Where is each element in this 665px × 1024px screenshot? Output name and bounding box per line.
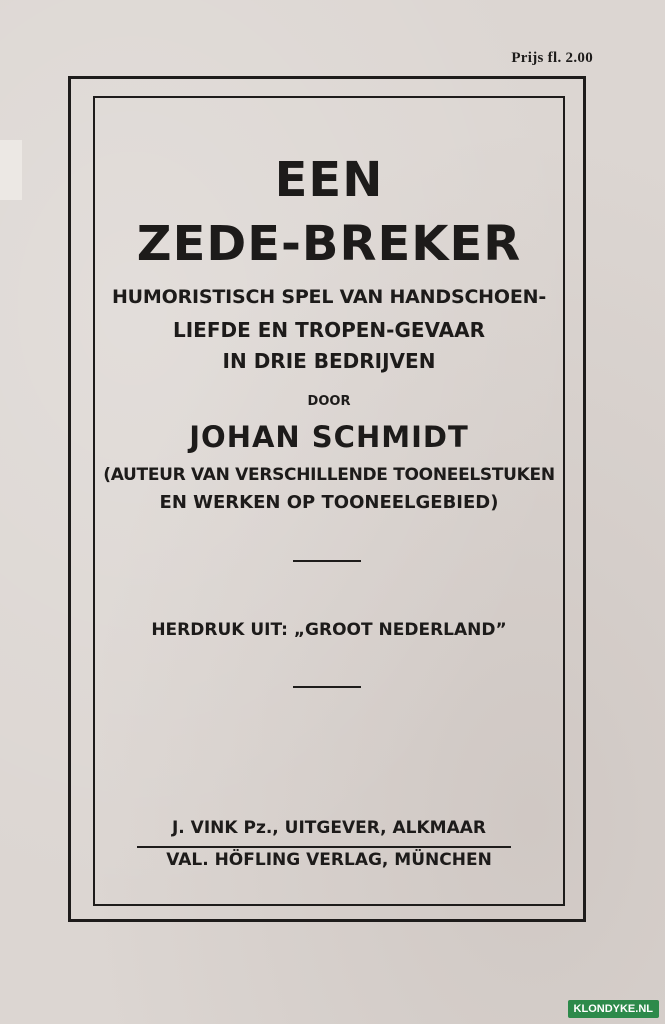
publisher-line-1: J. VINK Pz., UITGEVER, ALKMAAR — [171, 818, 487, 838]
byline: DOOR — [307, 394, 351, 409]
watermark-badge: KLONDYKE.NL — [568, 1000, 659, 1018]
title-line-1: EEN — [274, 152, 384, 208]
subtitle-line-2: LIEFDE EN TROPEN-GEVAAR — [172, 318, 486, 342]
reprint-note: HERDRUK UIT: „GROOT NEDERLAND” — [151, 620, 507, 640]
author-note-line-1: (AUTEUR VAN VERSCHILLENDE TOONEELSTUKEN — [103, 465, 555, 485]
price-label: Prijs fl. 2.00 — [511, 50, 593, 66]
paper-wear-mark — [0, 140, 22, 200]
publisher-line-2: VAL. HÖFLING VERLAG, MÜNCHEN — [166, 850, 492, 870]
author-note-line-2: EN WERKEN OP TOONEELGEBIED) — [159, 492, 499, 513]
title-line-2: ZEDE-BREKER — [136, 216, 522, 272]
author-name: JOHAN SCHMIDT — [189, 420, 469, 454]
publisher-divider — [137, 846, 511, 848]
subtitle-line-3: IN DRIE BEDRIJVEN — [222, 349, 436, 373]
subtitle-line-1: HUMORISTISCH SPEL VAN HANDSCHOEN- — [111, 286, 547, 308]
divider-rule-bottom — [293, 686, 361, 688]
divider-rule-top — [293, 560, 361, 562]
